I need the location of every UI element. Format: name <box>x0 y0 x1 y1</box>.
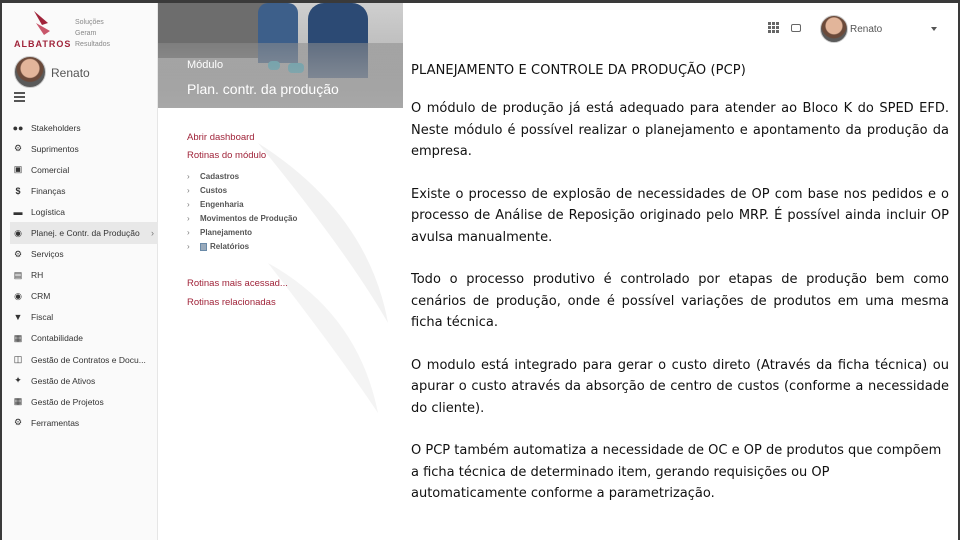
chevron-right-icon: › <box>187 228 190 237</box>
content-paragraph: O PCP também automatiza a necessidade de OC e OP de produtos que compõem a ficha técnica de determinado item, gerando requisições ou OP automaticamente conforme a parametrização. <box>411 443 942 501</box>
page-title: PLANEJAMENTO E CONTROLE DA PRODUÇÃO (PCP) <box>411 63 746 78</box>
brand-tagline: Soluções Geram Resultados <box>75 19 111 48</box>
report-document-icon <box>200 243 207 251</box>
chevron-right-icon: › <box>187 186 190 195</box>
chevron-right-icon: › <box>151 228 154 239</box>
sidebar-item-fiscal[interactable] <box>10 307 158 328</box>
sidebar-item-label: Serviços <box>31 249 64 260</box>
most-accessed-routines-link[interactable]: Rotinas mais acessad... <box>187 278 288 289</box>
sidebar-item-label: Planej. e Contr. da Produção <box>31 228 140 239</box>
albatros-logo[interactable] <box>14 9 72 51</box>
chevron-right-icon: › <box>187 214 190 223</box>
module-routines-link[interactable]: Rotinas do módulo <box>187 150 267 161</box>
sidebar-item-label: Logística <box>31 206 66 217</box>
chevron-right-icon: › <box>187 242 190 251</box>
sidebar-item-comercial[interactable] <box>10 159 158 180</box>
sidebar-item-contabilidade[interactable] <box>10 328 158 349</box>
sidebar-item-label: Ferramentas <box>31 417 80 428</box>
sidebar-item-label: Finanças <box>31 185 66 196</box>
sidebar-item-rh[interactable] <box>10 265 158 286</box>
chevron-right-icon: › <box>187 172 190 181</box>
crm-icon: ◉ <box>14 290 22 301</box>
related-routines-link[interactable]: Rotinas relacionadas <box>187 297 276 308</box>
content-paragraph: O módulo de produção já está adequado para atender ao Bloco K do SPED EFD. Neste módulo é possível realizar o planejamento e apontamento da produção da empresa. <box>411 101 949 159</box>
filter-icon: ▼ <box>13 312 23 323</box>
sidebar-item-pcp[interactable] <box>10 222 158 243</box>
documents-icon: ◫ <box>13 354 23 365</box>
id-card-icon: ▤ <box>13 269 23 280</box>
sidebar-item-stakeholders[interactable] <box>10 117 158 138</box>
submenu-planejamento[interactable]: › Planejamento <box>187 228 253 237</box>
sidebar <box>2 3 158 540</box>
sidebar-item-logistica[interactable] <box>10 201 158 222</box>
sidebar-item-label: Stakeholders <box>31 122 81 133</box>
submenu-engenharia[interactable]: › Engenharia <box>187 200 244 209</box>
sidebar-user-name: Renato <box>51 66 90 80</box>
sidebar-item-label: Fiscal <box>31 312 54 323</box>
submenu-custos[interactable]: › Custos <box>187 186 228 195</box>
brand-name: ALBATROS <box>14 39 72 49</box>
module-title: Plan. contr. da produção <box>187 81 339 97</box>
content-paragraph: Todo o processo produtivo é controlado por etapas de produção bem como cenários de produção, onde é possível variações de produtos em uma mesma ficha técnica. <box>411 272 949 330</box>
content-paragraph: Existe o processo de explosão de necessidades de OP com base nos pedidos e o processo de Análise de Reposição originado pelo MRP. É possível ainda incluir OP avulsa manualmente. <box>411 186 949 245</box>
sidebar-item-ativos[interactable] <box>10 370 158 391</box>
module-panel <box>158 3 403 540</box>
content-paragraph: O modulo está integrado para gerar o custo direto (Através da ficha técnica) ou apurar o custo através da absorção de centro de custos (conforme a necessidade do cliente). <box>411 357 949 416</box>
topbar-user-name[interactable]: Renato <box>850 24 883 35</box>
open-dashboard-link[interactable]: Abrir dashboard <box>187 132 255 143</box>
sidebar-menu <box>10 117 158 433</box>
topbar-avatar[interactable] <box>820 15 848 43</box>
user-menu-caret-icon[interactable] <box>931 27 937 31</box>
hamburger-menu-icon[interactable] <box>14 92 25 102</box>
sidebar-item-label: Contabilidade <box>31 333 83 344</box>
module-label: Módulo <box>187 59 224 71</box>
sidebar-item-ferramentas[interactable] <box>10 412 158 433</box>
content-area <box>411 63 949 526</box>
submenu-cadastros[interactable]: › Cadastros <box>187 172 240 181</box>
sidebar-item-label: Suprimentos <box>31 143 79 154</box>
sidebar-item-projetos[interactable] <box>10 391 158 412</box>
sidebar-item-label: Comercial <box>31 164 70 175</box>
sidebar-item-crm[interactable] <box>10 286 158 307</box>
submenu-movimentos[interactable]: › Movimentos de Produção <box>187 214 298 223</box>
cogs-icon: ⚙ <box>13 248 23 259</box>
assets-icon: ✦ <box>14 375 22 386</box>
sidebar-item-label: CRM <box>31 291 51 302</box>
albatros-logo-icon <box>30 9 54 37</box>
dollar-icon: $ <box>15 185 21 196</box>
projects-icon: ▦ <box>13 396 23 407</box>
gear-production-icon: ◉ <box>14 227 22 238</box>
supplies-icon: ⚙ <box>13 143 23 154</box>
sidebar-item-contratos[interactable] <box>10 349 158 370</box>
apps-grid-icon[interactable] <box>768 22 779 33</box>
cart-icon: ▣ <box>13 164 23 175</box>
chevron-right-icon: › <box>187 200 190 209</box>
topbar-icons <box>768 22 801 33</box>
users-icon: ●● <box>12 122 24 133</box>
chat-icon[interactable] <box>791 24 801 32</box>
sidebar-item-label: Gestão de Contratos e Docu... <box>31 354 146 365</box>
sidebar-item-label: RH <box>31 270 44 281</box>
sidebar-item-suprimentos[interactable] <box>10 138 158 159</box>
truck-icon: ▬ <box>13 206 23 217</box>
avatar[interactable] <box>14 56 46 88</box>
sidebar-item-financas[interactable] <box>10 180 158 201</box>
albatros-watermark-icon <box>248 123 398 423</box>
submenu-relatorios[interactable]: › Relatórios <box>187 242 250 251</box>
sidebar-item-servicos[interactable] <box>10 244 158 265</box>
tools-icon: ⚙ <box>13 417 23 428</box>
ledger-icon: ▦ <box>13 332 23 343</box>
sidebar-item-label: Gestão de Projetos <box>31 396 104 407</box>
sidebar-item-label: Gestão de Ativos <box>31 375 96 386</box>
